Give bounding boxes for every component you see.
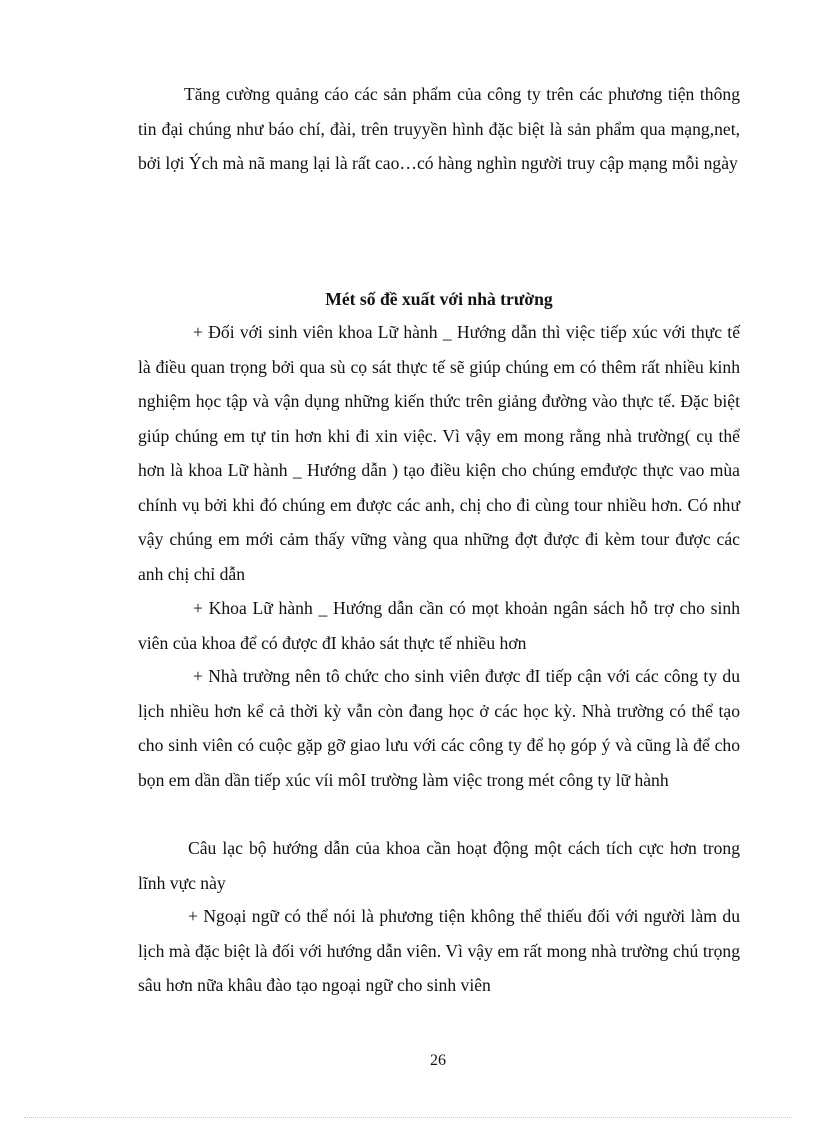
paragraph-company-contact: + Nhà trường nên tô chức cho sinh viên được đI tiếp cận với các công ty du lịch nhiều hơn kể cả thời kỳ vẫn còn đang học ở các học kỳ. Nhà trường có thể tạo cho sinh viên có cuộc gặp gỡ giao lưu với các công ty để họ góp ý và cũng là để cho bọn em dần dần tiếp xúc víi môI trường làm việc trong mét công ty lữ hành — [138, 666, 740, 790]
paragraph-club: Câu lạc bộ hướng dẫn của khoa cần hoạt động một cách tích cực hơn trong lĩnh vực này — [138, 838, 740, 893]
page-bottom-divider — [24, 1117, 792, 1118]
section-heading: Mét số đề xuất với nhà trường — [325, 289, 553, 309]
paragraph-budget: + Khoa Lữ hành _ Hướng dẫn cần có mọt khoản ngân sách hỗ trợ cho sinh viên của khoa để có được đI khảo sát thực tế nhiều hơn — [138, 598, 740, 653]
page-number: 26 — [430, 1052, 446, 1069]
paragraph-advertising: Tăng cường quảng cáo các sản phẩm của công ty trên các phương tiện thông tin đại chúng như báo chí, đài, trên truyyền hình đặc biệt là sản phẩm qua mạng,net, bởi lợi Ých mà nã mang lại là rất cao…có hàng nghìn người truy cập mạng mỗi ngày — [138, 84, 740, 173]
paragraph-foreign-language: + Ngoại ngữ có thể nói là phương tiện không thể thiếu đối với người làm du lịch mà đặc biệt là đối với hướng dẫn viên. Vì vậy em rất mong nhà trường chú trọng sâu hơn nữa khâu đào tạo ngoại ngữ cho sinh viên — [138, 906, 740, 995]
paragraph-practical-experience: + Đối với sinh viên khoa Lữ hành _ Hướng dẫn thì việc tiếp xúc với thực tế là điều quan trọng bởi qua sù cọ sát thực tế sẽ giúp chúng em có thêm rất nhiều kinh nghiệm học tập và vận dụng những kiến thức trên giảng đường vào thực tế. Đặc biệt giúp chúng em tự tin hơn khi đi xin việc. Vì vậy em mong rằng nhà trường( cụ thể hơn là khoa Lữ hành _ Hướng dẫn ) tạo điều kiện cho chúng emđược thực vao mùa chính vụ bởi khi đó chúng em được các anh, chị cho đi cùng tour nhiều hơn. Có như vậy chúng em mới cảm thấy vững vàng qua những đợt được đi kèm tour được các anh chị chỉ dẫn — [138, 322, 740, 584]
